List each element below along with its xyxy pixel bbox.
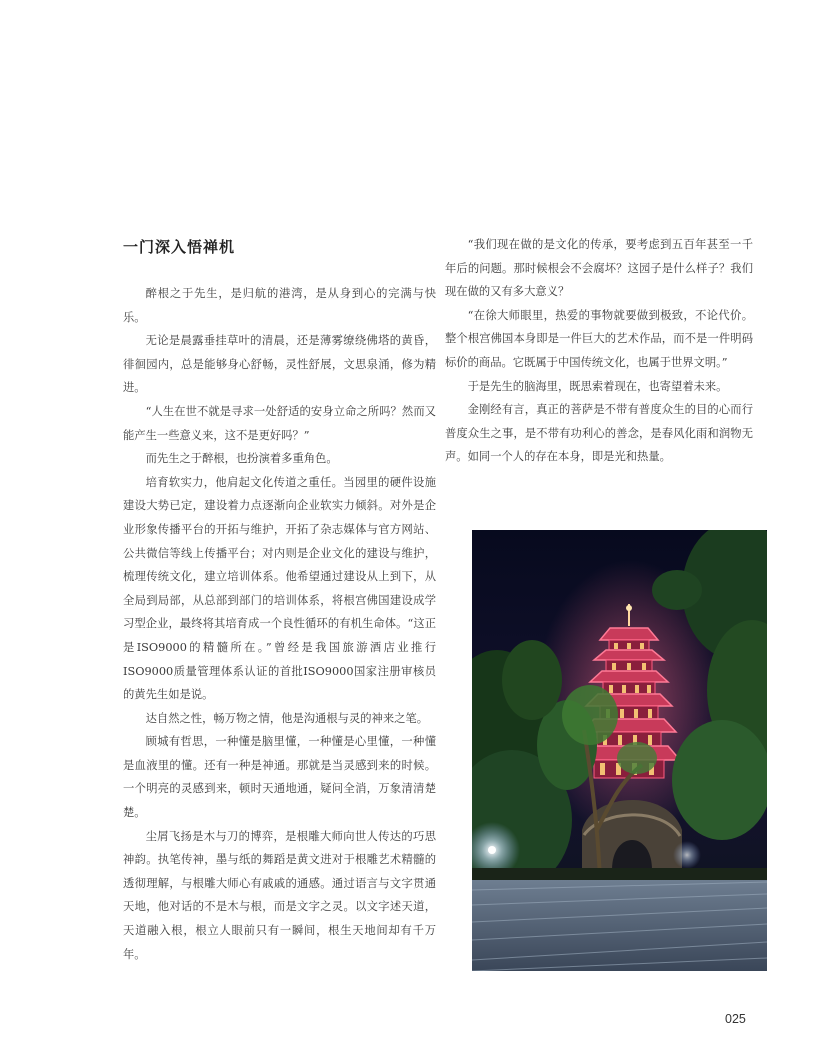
right-text-column	[445, 233, 753, 469]
paragraph: 培育软实力，他肩起文化传道之重任。当园里的硬件设施建设大势已定，建设着力点逐渐向企业软实力倾斜。对外是企业形象传播平台的开拓与维护，开拓了杂志媒体与官方网站、公共微信等线上传播平台；对内则是企业文化的建设与维护，梳理传统文化，建立培训体系。他希望通过建设从上到下，从全局到局部，从总部到部门的培训体系，将根宫佛国建设成学习型企业，最终将其培育成一个良性循环的有机生命体。“这正是ISO9000的精髓所在。”曾经是我国旅游酒店业推行ISO9000质量管理体系认证的首批ISO9000国家注册审核员的黄先生如是说。	[123, 475, 436, 702]
page-number: 025	[725, 1012, 746, 1026]
paragraph: “人生在世不就是寻求一处舒适的安身立命之所吗？然而又能产生一些意义来，这不是更好吗？”	[123, 404, 436, 442]
section-heading: 一门深入悟禅机	[123, 238, 236, 256]
paragraph: 醉根之于先生，是归航的港湾，是从身到心的完满与快乐。	[123, 287, 436, 324]
left-text-column	[123, 282, 436, 966]
paragraph: “我们现在做的是文化的传承，要考虑到五百年甚至一千年后的问题。那时候根会不会腐坏？这园子是什么样子？我们现在做的又有多大意义？	[445, 238, 753, 299]
paragraph: 无论是晨露垂挂草叶的清晨，还是薄雾缭绕佛塔的黄昏，徘徊园内，总是能够身心舒畅，灵性舒展，文思泉涌，修为精进。	[123, 334, 436, 395]
paragraph: 顾城有哲思，一种懂是脑里懂，一种懂是心里懂，一种懂是血液里的懂。还有一种是神通。那就是当灵感到来的时候。一个明亮的灵感到来，顿时天通地通，疑问全消，万象清清楚楚。	[123, 735, 436, 820]
paragraph: 而先生之于醉根，也扮演着多重角色。	[145, 452, 338, 466]
paragraph: 于是先生的脑海里，既思索着现在，也寄望着未来。	[467, 379, 728, 393]
paragraph: “在徐大师眼里，热爱的事物就要做到极致，不论代价。整个根宫佛国本身即是一件巨大的艺术作品，而不是一件明码标价的商品。它既属于中国传统文化，也属于世界文明。”	[445, 308, 753, 369]
paragraph: 金刚经有言，真正的菩萨是不带有普度众生的目的心而行普度众生之事，是不带有功利心的善念，是春风化雨和润物无声。如同一个人的存在本身，即是光和热量。	[445, 403, 753, 464]
pagoda-night-photo	[472, 530, 767, 971]
paragraph: 达自然之性，畅万物之情，他是沟通根与灵的神来之笔。	[145, 711, 429, 725]
paragraph: 尘屑飞扬是木与刀的博弈，是根雕大师向世人传达的巧思神韵。执笔传神，墨与纸的舞蹈是黄文进对于根雕艺术精髓的透彻理解，与根雕大师心有戚戚的通感。通过语言与文字贯通天地，他对话的不是木与根，而是文字之灵。以文字述天道，天道融入根，根立人眼前只有一瞬间，根生天地间却有千万年。	[123, 829, 436, 961]
